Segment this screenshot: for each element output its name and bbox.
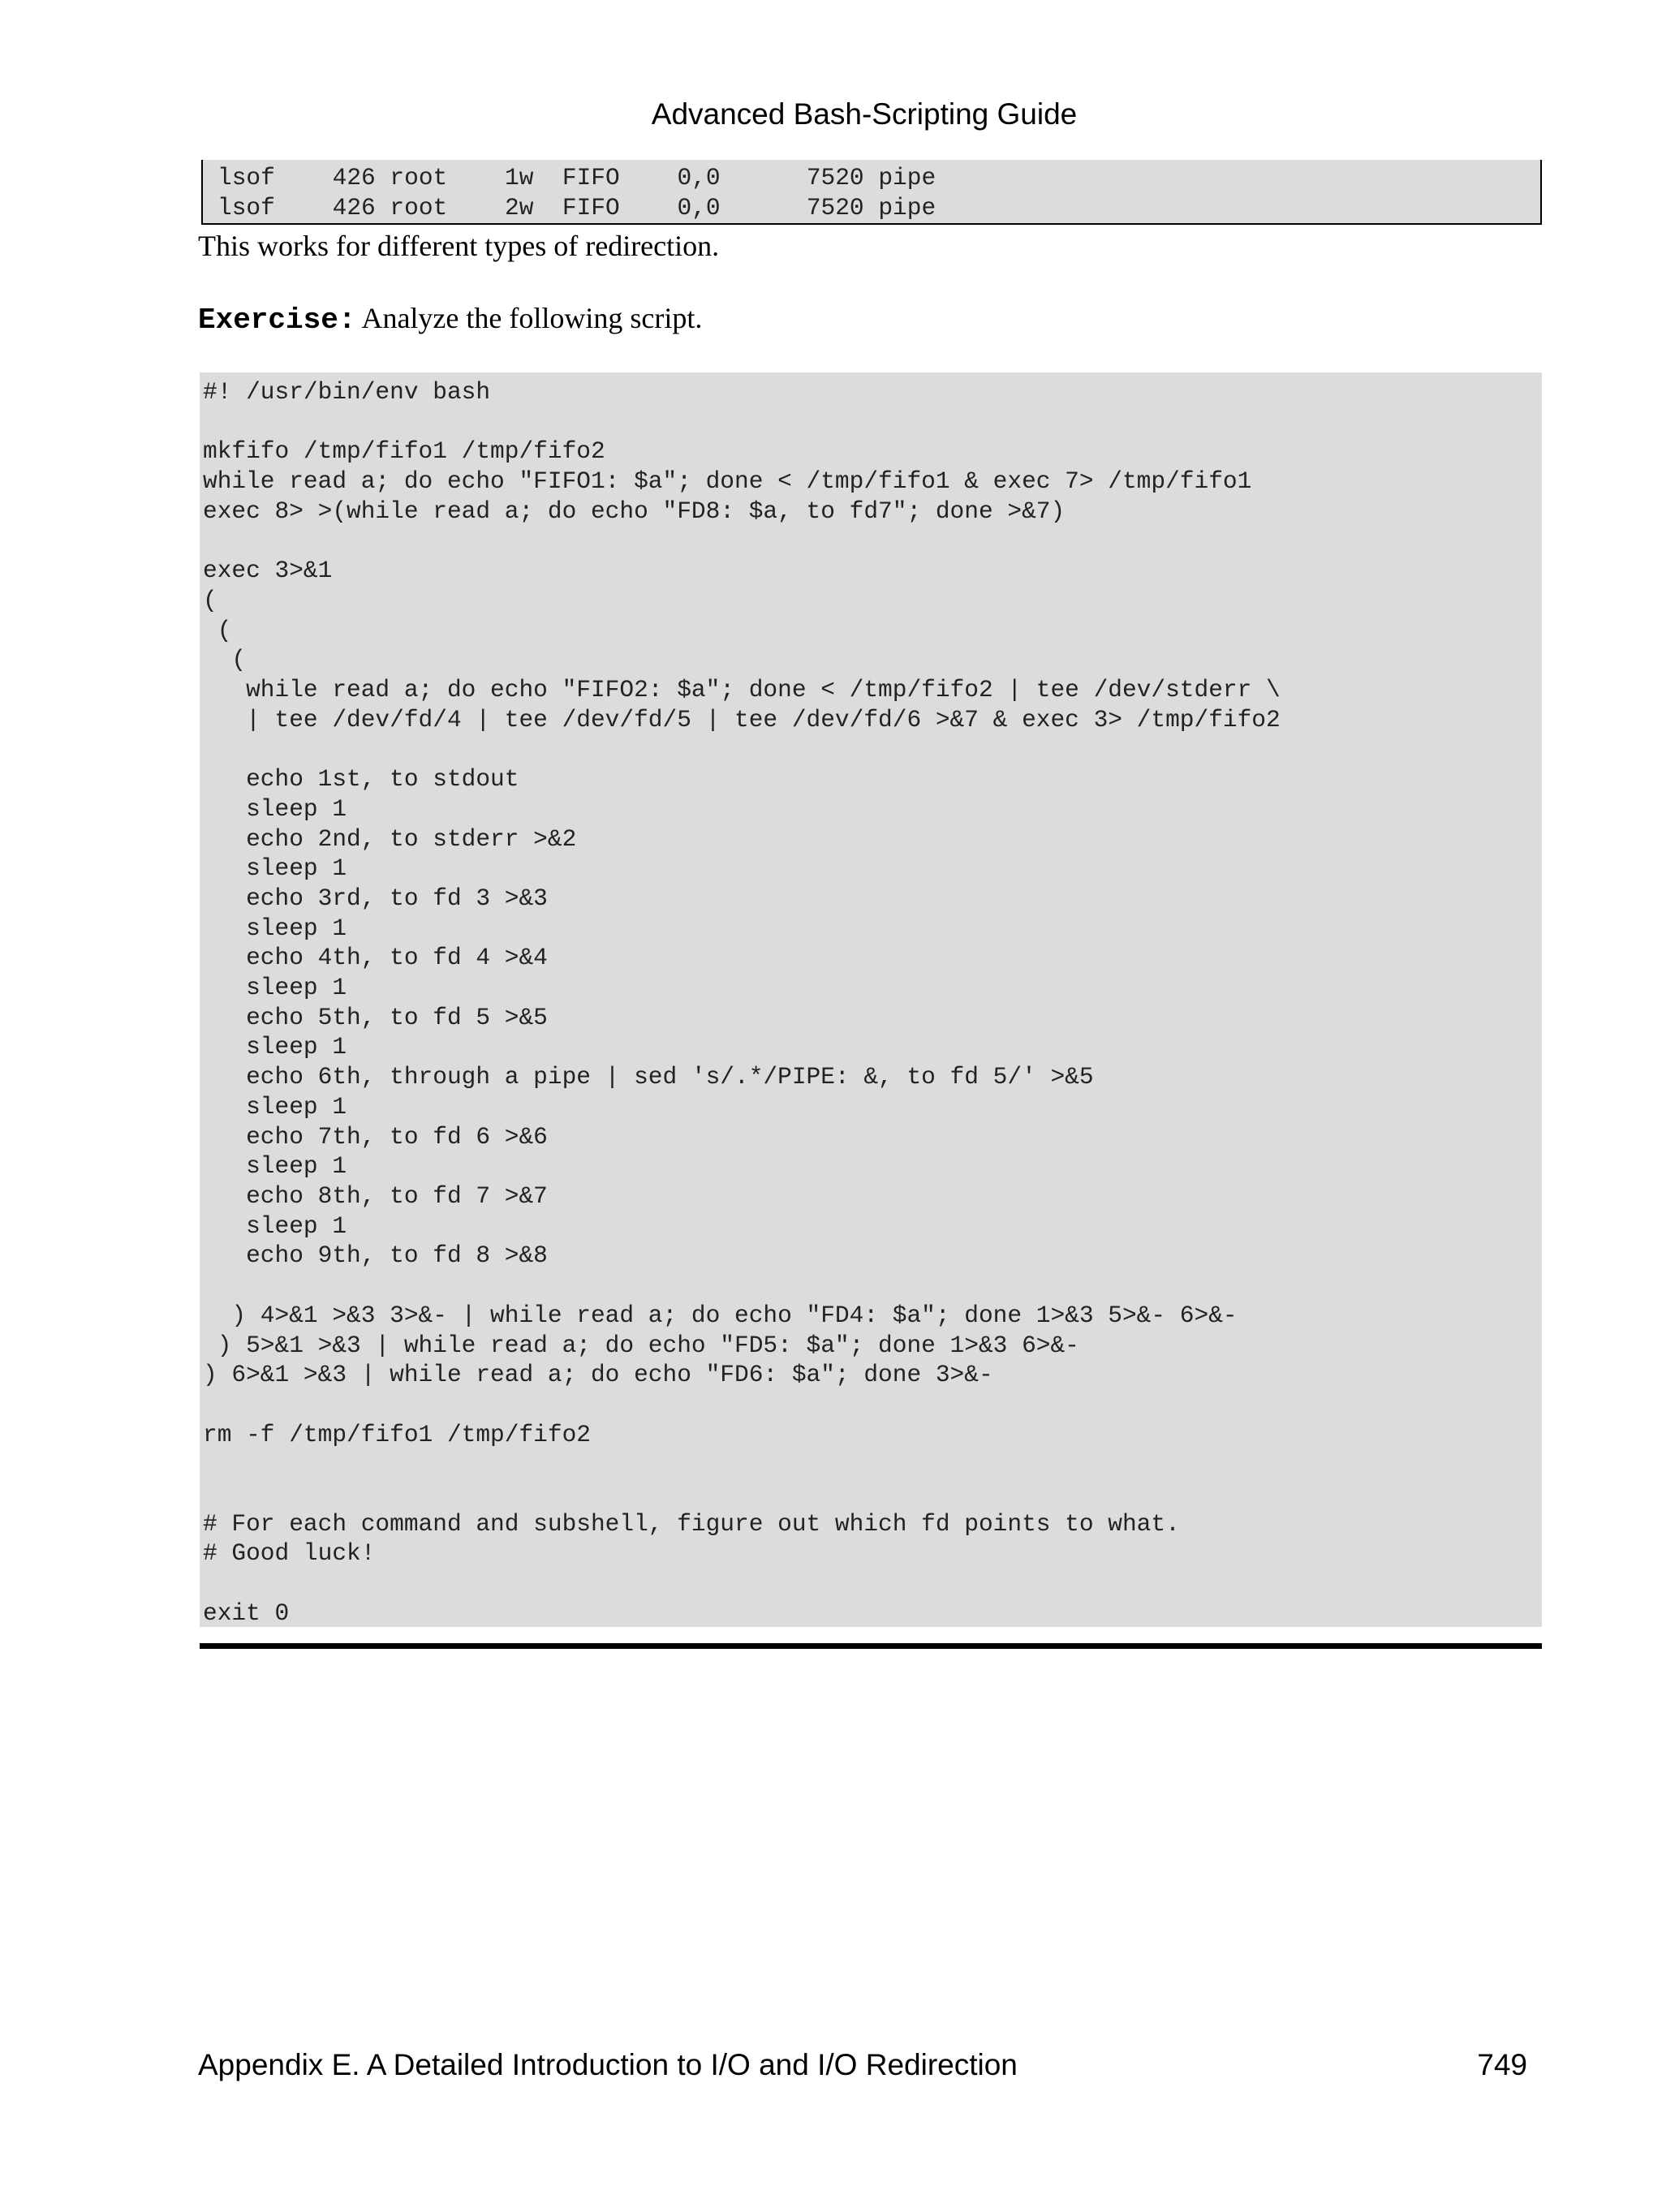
script-listing bbox=[200, 372, 1542, 1627]
exercise-paragraph bbox=[198, 301, 702, 337]
script-code: #! /usr/bin/env bash mkfifo /tmp/fifo1 /tmp/fifo2 while read a; do echo "FIFO1: $a"; done < /tmp/fifo1 & exec 7> /tmp/fifo1 exec 8> >(while read a; do echo "FD8: $a, to fd7"; done >&7) exec 3>&1 ( ( ( while read a; do echo "FIFO2: $a"; done < /tmp/fifo2 | tee /dev/stderr \ | tee /dev/fd/4 | tee /dev/fd/5 | tee /dev/fd/6 >&7 & exec 3> /tmp/fifo2 echo 1st, to stdout sleep 1 echo 2nd, to stderr >&2 sleep 1 echo 3rd, to fd 3 >&3 sleep 1 echo 4th, to fd 4 >&4 sleep 1 echo 5th, to fd 5 >&5 sleep 1 echo 6th, through a pipe | sed 's/.*/PIPE: &, to fd 5/' >&5 sleep 1 echo 7th, to fd 6 >&6 sleep 1 echo 8th, to fd 7 >&7 sleep 1 echo 9th, to fd 8 >&8 ) 4>&1 >&3 3>&- | while read a; do echo "FD4: $a"; done 1>&3 5>&- 6>&- ) 5>&1 >&3 | while read a; do echo "FD5: $a"; done 1>&3 6>&- ) 6>&1 >&3 | while read a; do echo "FD6: $a"; done 3>&- rm -f /tmp/fifo1 /tmp/fifo2 # For each command and subshell, figure out which fd points to what. # Good luck! exit 0 bbox=[203, 378, 1281, 1627]
page-header: Advanced Bash-Scripting Guide bbox=[651, 97, 1078, 131]
lsof-output-block bbox=[201, 160, 1542, 225]
section-divider bbox=[200, 1643, 1542, 1649]
lsof-output-line: lsof 426 root 2w FIFO 0,0 7520 pipe bbox=[217, 194, 936, 222]
redirection-note: This works for different types of redirection. bbox=[198, 230, 720, 262]
footer-page-number: 749 bbox=[1477, 2048, 1527, 2081]
footer-chapter-title: Appendix E. A Detailed Introduction to I/O and I/O Redirection bbox=[198, 2048, 1018, 2081]
exercise-label: Exercise: bbox=[198, 303, 356, 337]
exercise-text: Analyze the following script. bbox=[355, 302, 703, 334]
lsof-output-line: lsof 426 root 1w FIFO 0,0 7520 pipe bbox=[217, 164, 936, 192]
